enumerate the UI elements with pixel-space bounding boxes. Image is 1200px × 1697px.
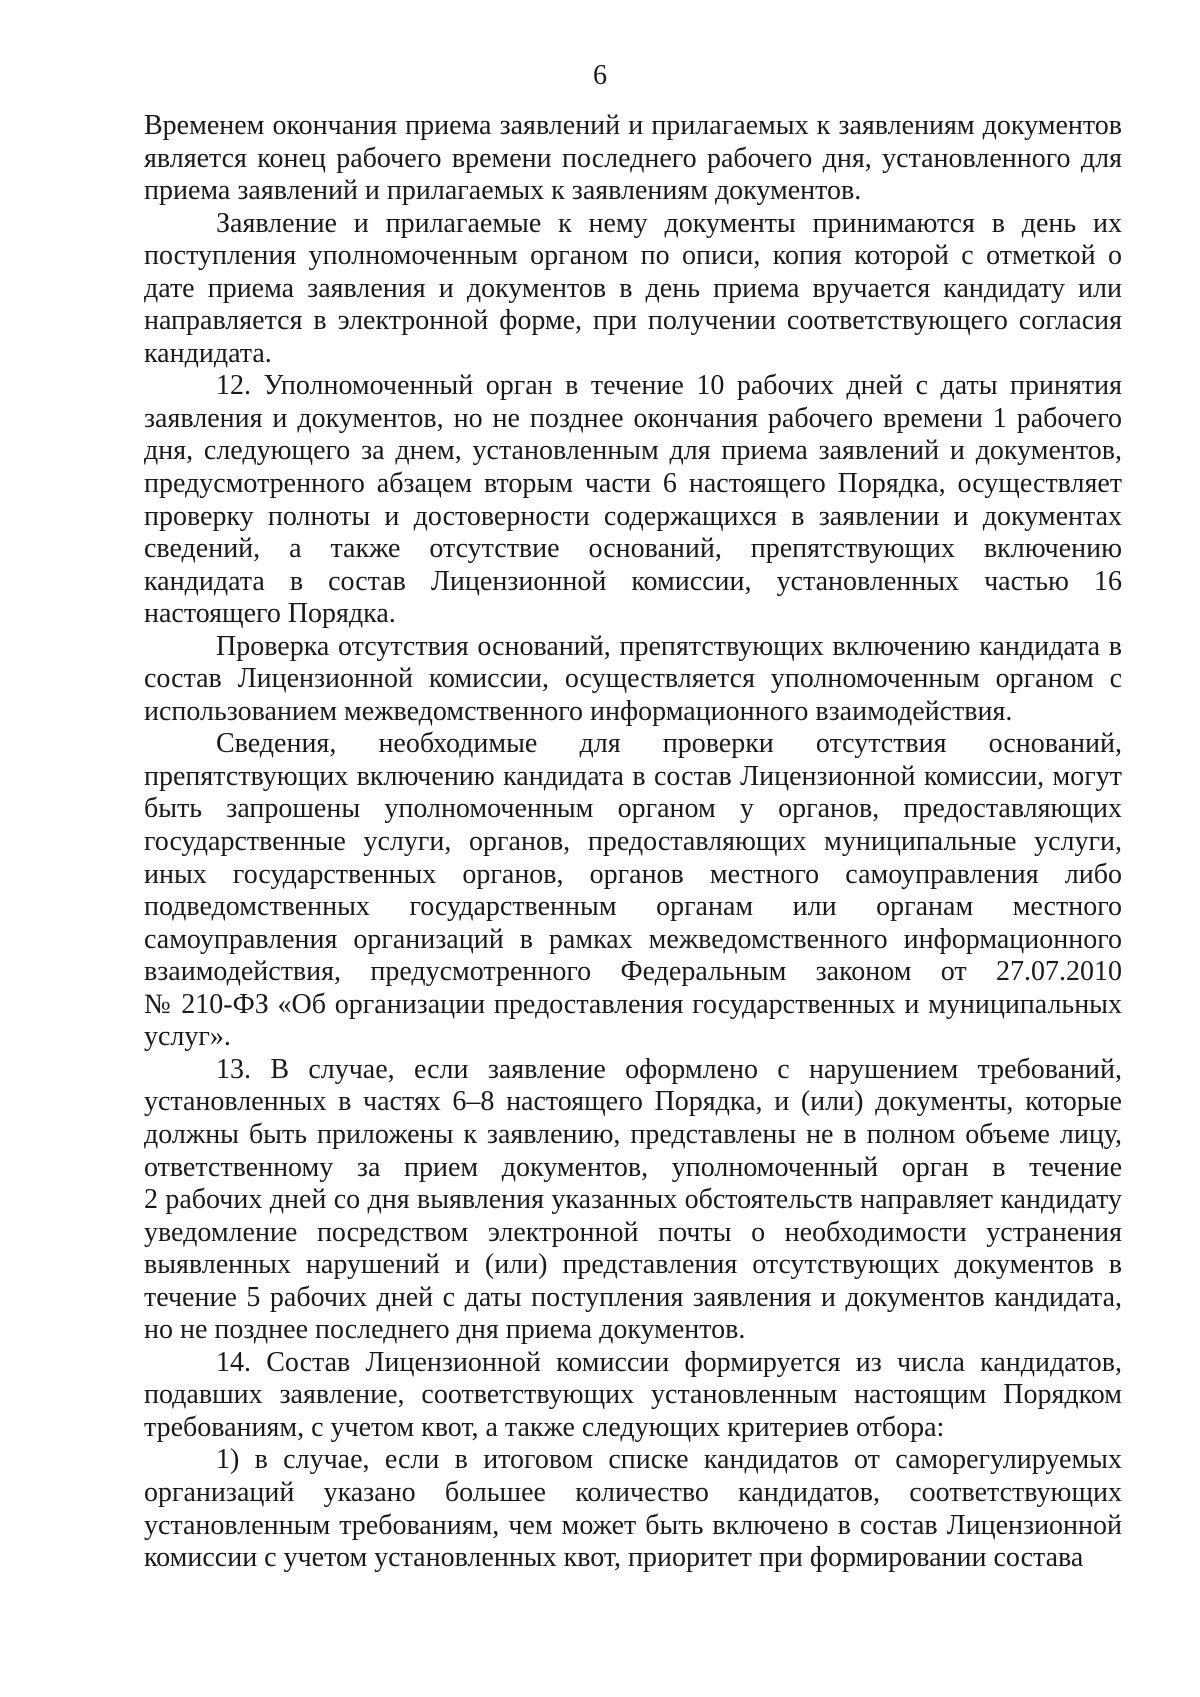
text-line: является конец рабочего времени последнего рабочего дня, установленного для — [144, 142, 1122, 174]
text-line: дня, следующего за днем, установленным для приема заявлений и документов, — [144, 435, 1122, 467]
text-line: кандидата. — [144, 337, 272, 369]
text-line: быть запрошены уполномоченным органом у органов, предоставляющих — [144, 793, 1122, 825]
text-line: подавших заявление, соответствующих установленным настоящим Порядком — [144, 1379, 1122, 1411]
text-line: ответственному за прием документов, уполномоченный орган в течение — [144, 1151, 1122, 1183]
text-line: комиссии с учетом установленных квот, приоритет при формировании состава — [144, 1542, 1084, 1574]
text-line: иных государственных органов, органов местного самоуправления либо — [144, 858, 1122, 890]
text-line: течение 5 рабочих дней с даты поступления заявления и документов кандидата, — [144, 1281, 1122, 1313]
text-line: организаций указано большее количество кандидатов, соответствующих — [144, 1476, 1122, 1508]
paragraph-p7 — [144, 1347, 1122, 1445]
text-line: уведомление посредством электронной почты о необходимости устранения — [144, 1216, 1122, 1248]
text-line: но не позднее последнего дня приема документов. — [144, 1314, 746, 1346]
text-line: Временем окончания приема заявлений и прилагаемых к заявлениям документов — [144, 110, 1122, 141]
text-line: использованием межведомственного информационного взаимодействия. — [144, 695, 1013, 727]
paragraph-p2 — [144, 208, 1122, 371]
text-line: должны быть приложены к заявлению, представлены не в полном объеме лицу, — [144, 1118, 1122, 1150]
text-line: Проверка отсутствия оснований, препятствующих включению кандидата в — [216, 630, 1122, 662]
text-line: 2 рабочих дней со дня выявления указанных обстоятельств направляет кандидату — [144, 1184, 1122, 1216]
text-line: поступления уполномоченным органом по описи, копия которой с отметкой о — [144, 240, 1122, 272]
text-line: Сведения, необходимые для проверки отсутствия оснований, — [216, 728, 1122, 760]
text-line: настоящего Порядка. — [144, 598, 396, 630]
paragraph-p8 — [144, 1444, 1122, 1574]
text-line: 1) в случае, если в итоговом списке кандидатов от саморегулируемых — [216, 1444, 1122, 1476]
text-line: взаимодействия, предусмотренного Федеральным законом от 27.07.2010 — [144, 956, 1122, 988]
text-line: проверку полноты и достоверности содержащихся в заявлении и документах — [144, 500, 1122, 532]
text-line: установленным требованиям, чем может быть включено в состав Лицензионной — [144, 1509, 1122, 1541]
document-body — [144, 110, 1122, 1575]
text-line: государственные услуги, органов, предоставляющих муниципальные услуги, — [144, 826, 1122, 858]
paragraph-p4 — [144, 631, 1122, 729]
text-line: предусмотренного абзацем вторым части 6 настоящего Порядка, осуществляет — [144, 468, 1122, 500]
text-line: состав Лицензионной комиссии, осуществляется уполномоченным органом с — [144, 663, 1122, 695]
page-number: 6 — [593, 60, 607, 91]
text-line: подведомственных государственным органам или органам местного — [144, 891, 1122, 923]
text-line: 14. Состав Лицензионной комиссии формируется из числа кандидатов, — [216, 1346, 1122, 1378]
text-line: самоуправления организаций в рамках межведомственного информационного — [144, 923, 1122, 955]
text-line: кандидата в состав Лицензионной комиссии, установленных частью 16 — [144, 565, 1122, 597]
text-line: направляется в электронной форме, при получении соответствующего согласия — [144, 305, 1122, 337]
text-line: препятствующих включению кандидата в состав Лицензионной комиссии, могут — [144, 760, 1122, 792]
text-line: дате приема заявления и документов в день приема вручается кандидату или — [144, 272, 1122, 304]
paragraph-p3 — [144, 370, 1122, 630]
text-line: сведений, а также отсутствие оснований, препятствующих включению — [144, 533, 1122, 565]
paragraph-p6 — [144, 1054, 1122, 1347]
text-line: 13. В случае, если заявление оформлено с нарушением требований, — [216, 1053, 1122, 1085]
paragraph-p1 — [144, 110, 1122, 208]
text-line: 12. Уполномоченный орган в течение 10 рабочих дней с даты принятия — [216, 370, 1122, 402]
text-line: установленных в частях 6–8 настоящего Порядка, и (или) документы, которые — [144, 1086, 1122, 1118]
text-line: услуг». — [144, 1021, 231, 1053]
text-line: № 210-ФЗ «Об организации предоставления государственных и муниципальных — [144, 988, 1122, 1020]
text-line: выявленных нарушений и (или) представления отсутствующих документов в — [144, 1249, 1122, 1281]
text-line: приема заявлений и прилагаемых к заявлениям документов. — [144, 175, 862, 207]
text-line: Заявление и прилагаемые к нему документы принимаются в день их — [216, 207, 1122, 239]
paragraph-p5 — [144, 728, 1122, 1053]
text-line: требованиям, с учетом квот, а также следующих критериев отбора: — [144, 1411, 945, 1443]
text-line: заявления и документов, но не позднее окончания рабочего времени 1 рабочего — [144, 402, 1122, 434]
